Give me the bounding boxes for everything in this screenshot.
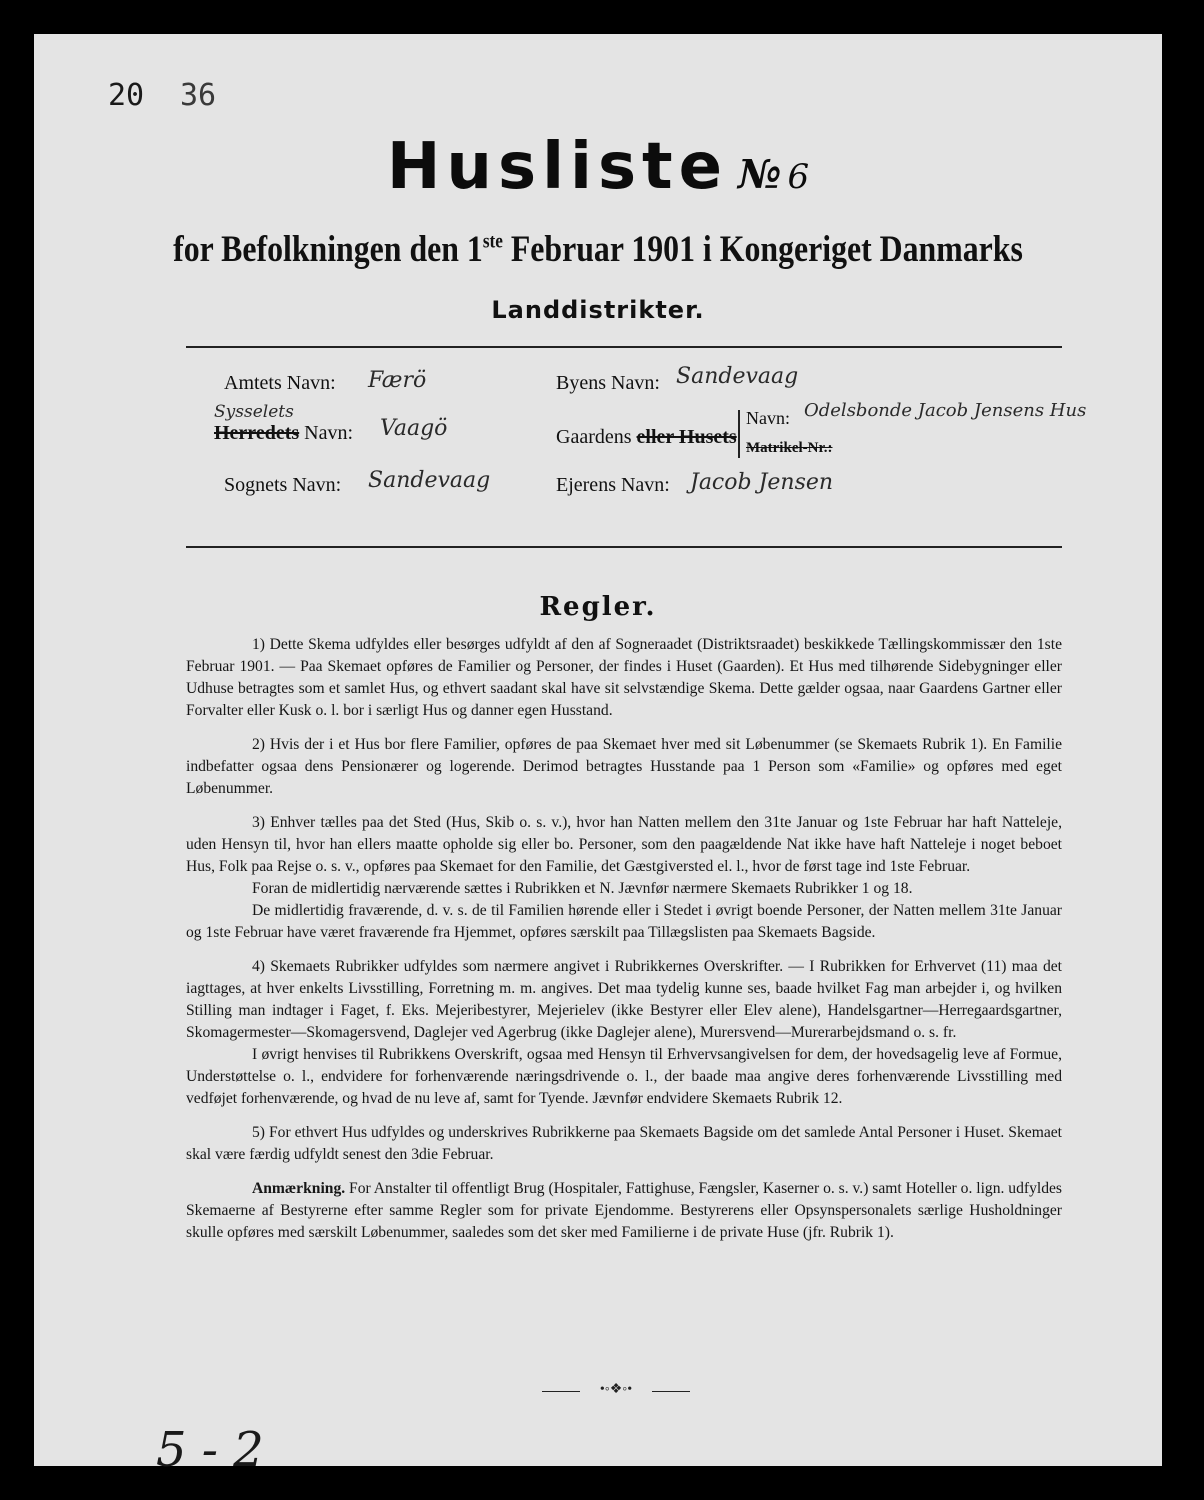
herred-label xyxy=(214,422,353,445)
gaard-text: Gaardens xyxy=(556,426,632,448)
gaard-struck: eller Husets xyxy=(636,426,737,448)
remark-label: Anmærkning. xyxy=(252,1180,346,1197)
census-form-page xyxy=(34,34,1162,1478)
rule-3-absent: De midlertidig fraværende, d. v. s. de til Familien hørende eller i Stedet i øvrigt boende Personer, der Natten mellem 31te Januar og 1ste Februar have været fraværende fra Hjemmet, opføres særskilt paa Tillægslisten paa Skemaets Bagside. xyxy=(186,902,1062,941)
title-text: Husliste xyxy=(386,130,729,204)
rule-2: 2) Hvis der i et Hus bor flere Familier, opføres de paa Skemaet hver med sit Løbenummer (se Skemaets Rubrik 1). En Familie indbefatter ogsaa dens Pensionærer og logerende. Derimod betragtes Husstande paa 1 Person som «Familie» og opføres med eget Løbenummer. xyxy=(186,736,1062,797)
sogn-value: Sandevaag xyxy=(368,468,491,493)
rule-4: 4) Skemaets Rubrikker udfyldes som nærmere angivet i Rubrikkernes Overskrifter. — I Rubrikken for Erhvervet (11) maa det iagttages, at hver enkelts Livsstilling, Forretning m. m. angives. Det maa tydelig kunne ses, baade hvilket Fag man arbejder i, og hvilken Stilling man indtager i Faget, f. Eks. Mejeribestyrer, Mejerielev (ikke Bestyrer eller Elev alene), Handelsgartner—Herregaardsgartner, Skomagermester—Skomagersvend, Daglejer ved Agerbrug (ikke Daglejer alene), Murersvend—Murerarbejdsmand o. s. fr. xyxy=(186,958,1062,1041)
district-heading: Landdistrikter. xyxy=(491,296,705,324)
gaard-navn-label: Navn: xyxy=(746,408,790,428)
bottom-divider xyxy=(186,546,1062,548)
rule-3-note-n: Foran de midlertidig nærværende sættes i Rubrikken et N. Jævnfør nærmere Skemaets Rubrikker 1 og 18. xyxy=(252,880,913,897)
ejer-value: Jacob Jensen xyxy=(690,470,834,495)
subtitle-part-2: Februar 1901 i Kongeriget Danmarks xyxy=(502,229,1023,270)
gaard-bracket xyxy=(738,410,740,458)
amt-value: Færö xyxy=(368,368,427,393)
rule-3: 3) Enhver tælles paa det Sted (Hus, Skib o. s. v.), hvor han Natten mellem den 31te Januar og 1ste Februar har haft Natteleje, uden Hensyn til, hvor han ellers maatte opholde sig eller bo. Personer, som den paagældende Nat ikke have haft Natteleje i noget beboet Hus, Folk paa Rejse o. s. v., opføres paa Skemaet for den Familie, det Gæstgiversted el. l., hvor de først tage ind 1ste Februar. xyxy=(186,814,1062,875)
rules-body xyxy=(186,634,1062,1256)
herred-navn: Navn: xyxy=(304,422,354,444)
rule-1: 1) Dette Skema udfyldes eller besørges udfyldt af den af Sogneraadet (Distriktsraadet) beskikkede Tællingskommissær den 1ste Februar 1901. — Paa Skemaet opføres de Familier og Personer, der findes i Huset (Gaarden). Et Hus med tilhørende Sidebygninger eller Udhuse betragtes som et samlet Hus, og ethvert saadant skal have sit selvstændige Skema. Dette gælder ogsaa, naar Gaardens Gartner eller Forvalter eller Kusk o. l. bor i særligt Hus og danner egen Husstand. xyxy=(186,636,1062,719)
top-divider xyxy=(186,346,1062,348)
by-value: Sandevaag xyxy=(676,364,799,389)
by-label: Byens Navn: xyxy=(556,372,660,394)
stamp-number-right: 36 xyxy=(180,78,217,113)
rules-heading: Regler. xyxy=(539,592,657,622)
gaard-navn-value: Odelsbonde Jacob Jensens Hus xyxy=(804,400,1087,421)
rule-5: 5) For ethvert Hus udfyldes og underskrives Rubrikkerne paa Skemaets Bagside om det samlede Antal Personer i Huset. Skemaet skal være færdig udfyldt senest den 3die Februar. xyxy=(186,1124,1062,1163)
herred-struck: Herredets xyxy=(214,422,300,444)
matrikel-label: Matrikel-Nr.: xyxy=(746,440,833,456)
gaard-label xyxy=(556,426,737,449)
amt-label: Amtets Navn: xyxy=(224,372,336,394)
house-number: 6 xyxy=(787,157,810,197)
form-subtitle xyxy=(113,228,1083,271)
herred-above-text: Sysselets xyxy=(214,402,294,422)
stamp-number-left: 20 xyxy=(108,78,145,113)
sogn-label: Sognets Navn: xyxy=(224,474,342,496)
number-sign: № xyxy=(738,151,782,198)
form-title xyxy=(34,130,1162,204)
ejer-label: Ejerens Navn: xyxy=(556,474,670,496)
remark xyxy=(186,1178,1062,1244)
subtitle-part-1: for Befolkningen den 1 xyxy=(173,229,483,270)
remark-text: For Anstalter til offentligt Brug (Hospitaler, Fattighuse, Fængsler, Kaserner o. s. v.) samt Hoteller o. lign. udfyldes Skemaerne af Bestyrerne efter samme Regler som for private Ejendomme. Bestyrerens eller Opsynspersonalets særlige Husholdninger skulle opføres med særskilt Løbenummer, saaledes som det sker med Familierne i de private Huse (jfr. Rubrik 1). xyxy=(186,1180,1062,1241)
herred-value: Vaagö xyxy=(380,416,448,441)
subtitle-sup: ste xyxy=(482,230,503,253)
ornament-divider: •◦❖◦• xyxy=(542,1381,690,1398)
bottom-handwritten-note: 5 - 2 xyxy=(156,1422,264,1478)
rule-4-cont: I øvrigt henvises til Rubrikkens Overskrift, ogsaa med Hensyn til Erhvervsangivelsen for dem, der hovedsagelig leve af Formue, Understøttelse o. l., endvidere for forhenværende næringsdrivende o. l., der baade maa angive deres forhenværende Livsstilling med vedføjet forhenværende, og hvad de nu leve af, samt for Tyende. Jævnfør endvidere Skemaets Rubrik 12. xyxy=(186,1046,1062,1107)
